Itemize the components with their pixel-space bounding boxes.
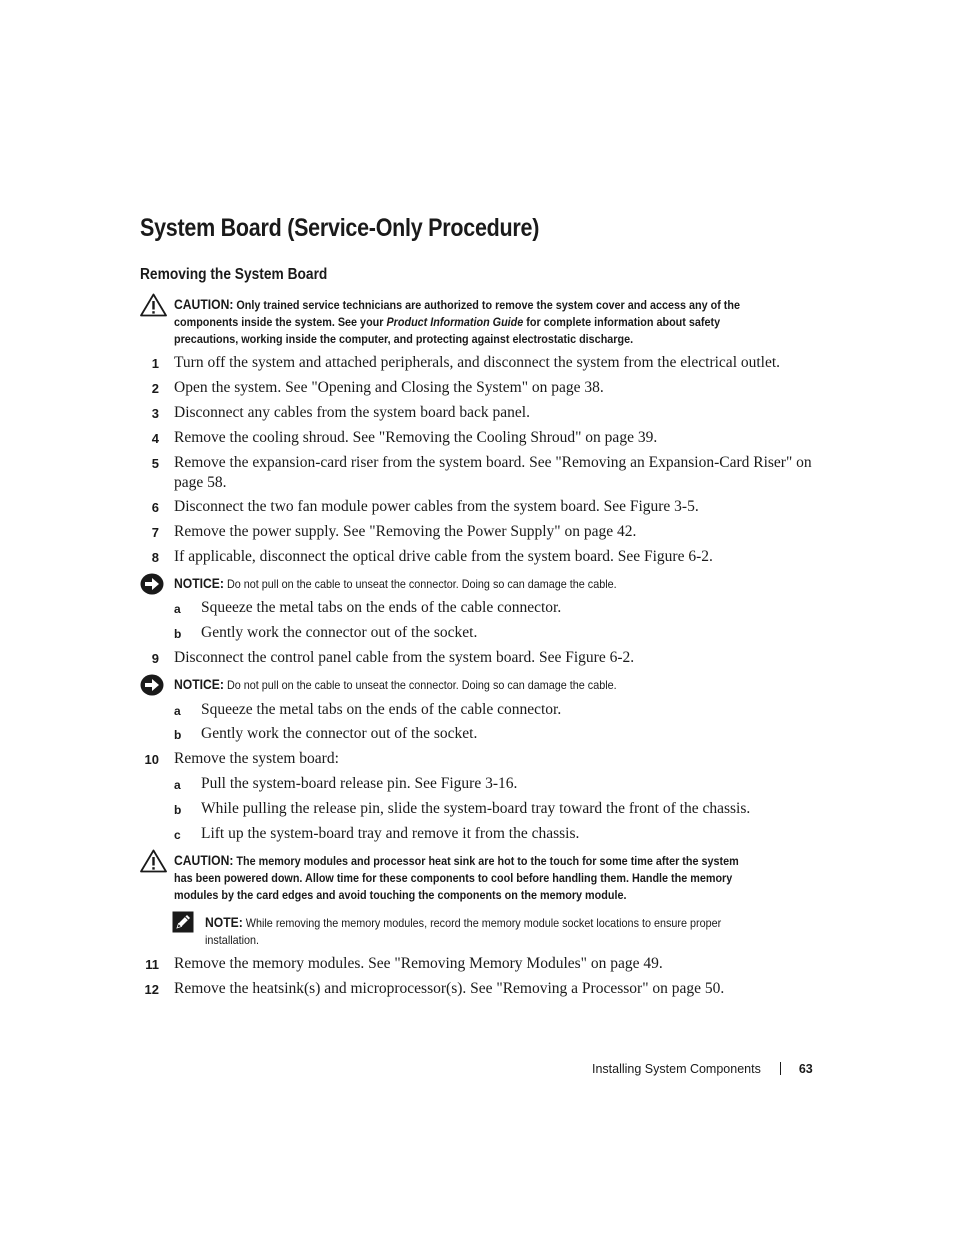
step-number: 6 bbox=[151, 500, 159, 515]
caution-icon bbox=[140, 849, 167, 873]
step-text: Remove the memory modules. See "Removing Memory Modules" on page 49. bbox=[174, 955, 663, 972]
page-number: 63 bbox=[798, 1062, 813, 1076]
footer-separator bbox=[780, 1062, 781, 1075]
notice-text: Do not pull on the cable to unseat the connector. Doing so can damage the cable. bbox=[226, 577, 617, 591]
notice-arrow-icon bbox=[140, 674, 164, 696]
step-text: If applicable, disconnect the optical drive cable from the system board. See Figure 6-2. bbox=[174, 548, 713, 565]
substep-letter: b bbox=[174, 728, 182, 742]
substep-letter: a bbox=[174, 704, 181, 718]
step-text: Remove the expansion-card riser from the system board. See "Removing an Expansion-Card Riser" on page 58. bbox=[174, 454, 812, 491]
step-number: 1 bbox=[151, 356, 159, 371]
caution-block bbox=[140, 849, 814, 903]
step-number: 8 bbox=[151, 550, 159, 565]
notice-text: Do not pull on the cable to unseat the connector. Doing so can damage the cable. bbox=[226, 678, 617, 692]
product-information-guide-title: Product Information Guide bbox=[386, 315, 524, 329]
step-number: 9 bbox=[151, 651, 159, 666]
step-number: 5 bbox=[151, 456, 159, 471]
substep-text: Squeeze the metal tabs on the ends of the cable connector. bbox=[201, 599, 562, 616]
step-text: Remove the system board: bbox=[174, 750, 339, 767]
step-number: 4 bbox=[151, 431, 159, 446]
step-number: 10 bbox=[144, 752, 159, 767]
caution-text: Only trained service technicians are authorized to remove the system cover and access any of the components inside the system. See your bbox=[174, 298, 741, 329]
step-text: Disconnect any cables from the system board back panel. bbox=[174, 404, 530, 421]
step-text: Remove the cooling shroud. See "Removing the Cooling Shroud" on page 39. bbox=[174, 429, 658, 446]
caution-icon bbox=[140, 293, 167, 317]
substep-text: Squeeze the metal tabs on the ends of the cable connector. bbox=[201, 701, 562, 718]
caution-text-continued: for complete information about safety precautions, working inside the computer, and protecting against electrostatic discharge. bbox=[174, 315, 721, 346]
note-text: While removing the memory modules, record the memory module socket locations to ensure proper installation. bbox=[205, 916, 722, 947]
substep-letter: a bbox=[174, 602, 181, 616]
step-number: 11 bbox=[145, 957, 159, 972]
step-text: Disconnect the two fan module power cables from the system board. See Figure 3-5. bbox=[174, 498, 699, 515]
step-number: 2 bbox=[151, 381, 159, 396]
step-text: Turn off the system and attached peripherals, and disconnect the system from the electrical outlet. bbox=[174, 354, 781, 371]
caution-label: CAUTION: bbox=[174, 853, 234, 868]
footer-section-title: Installing System Components bbox=[592, 1062, 761, 1076]
page-title: System Board (Service-Only Procedure) bbox=[140, 214, 540, 242]
substep-letter: c bbox=[174, 828, 181, 842]
step-number: 3 bbox=[151, 406, 159, 421]
note-label: NOTE: bbox=[205, 915, 243, 930]
section-title: Removing the System Board bbox=[140, 266, 328, 283]
substep-text: While pulling the release pin, slide the system-board tray toward the front of the chassis. bbox=[201, 800, 751, 817]
notice-label: NOTICE: bbox=[174, 576, 224, 591]
note-block bbox=[172, 911, 814, 949]
step-text: Disconnect the control panel cable from the system board. See Figure 6-2. bbox=[174, 649, 635, 666]
substep-letter: a bbox=[174, 778, 181, 792]
page-footer bbox=[592, 1062, 813, 1076]
note-pencil-icon bbox=[172, 911, 194, 933]
notice-arrow-icon bbox=[140, 573, 164, 595]
notice-label: NOTICE: bbox=[174, 677, 224, 692]
substep-text: Gently work the connector out of the socket. bbox=[201, 624, 478, 641]
step-text: Open the system. See "Opening and Closing the System" on page 38. bbox=[174, 379, 604, 396]
substep-text: Pull the system-board release pin. See Figure 3-16. bbox=[201, 775, 518, 792]
notice-block bbox=[140, 674, 814, 696]
substep-text: Gently work the connector out of the socket. bbox=[201, 725, 478, 742]
step-text: Remove the heatsink(s) and microprocessor(s). See "Removing a Processor" on page 50. bbox=[174, 980, 725, 997]
substep-text: Lift up the system-board tray and remove it from the chassis. bbox=[201, 825, 580, 842]
caution-block bbox=[140, 293, 814, 347]
step-number: 12 bbox=[144, 982, 159, 997]
caution-label: CAUTION: bbox=[174, 297, 234, 312]
notice-block bbox=[140, 573, 814, 595]
substep-letter: b bbox=[174, 803, 182, 817]
substep-letter: b bbox=[174, 627, 182, 641]
step-text: Remove the power supply. See "Removing the Power Supply" on page 42. bbox=[174, 523, 637, 540]
caution-text: The memory modules and processor heat sink are hot to the touch for some time after the system has been powered down. Allow time for these components to cool before handling them. Handle the memory modules by the card edges and avoid touching the components on the memory module. bbox=[174, 854, 739, 902]
step-number: 7 bbox=[151, 525, 159, 540]
